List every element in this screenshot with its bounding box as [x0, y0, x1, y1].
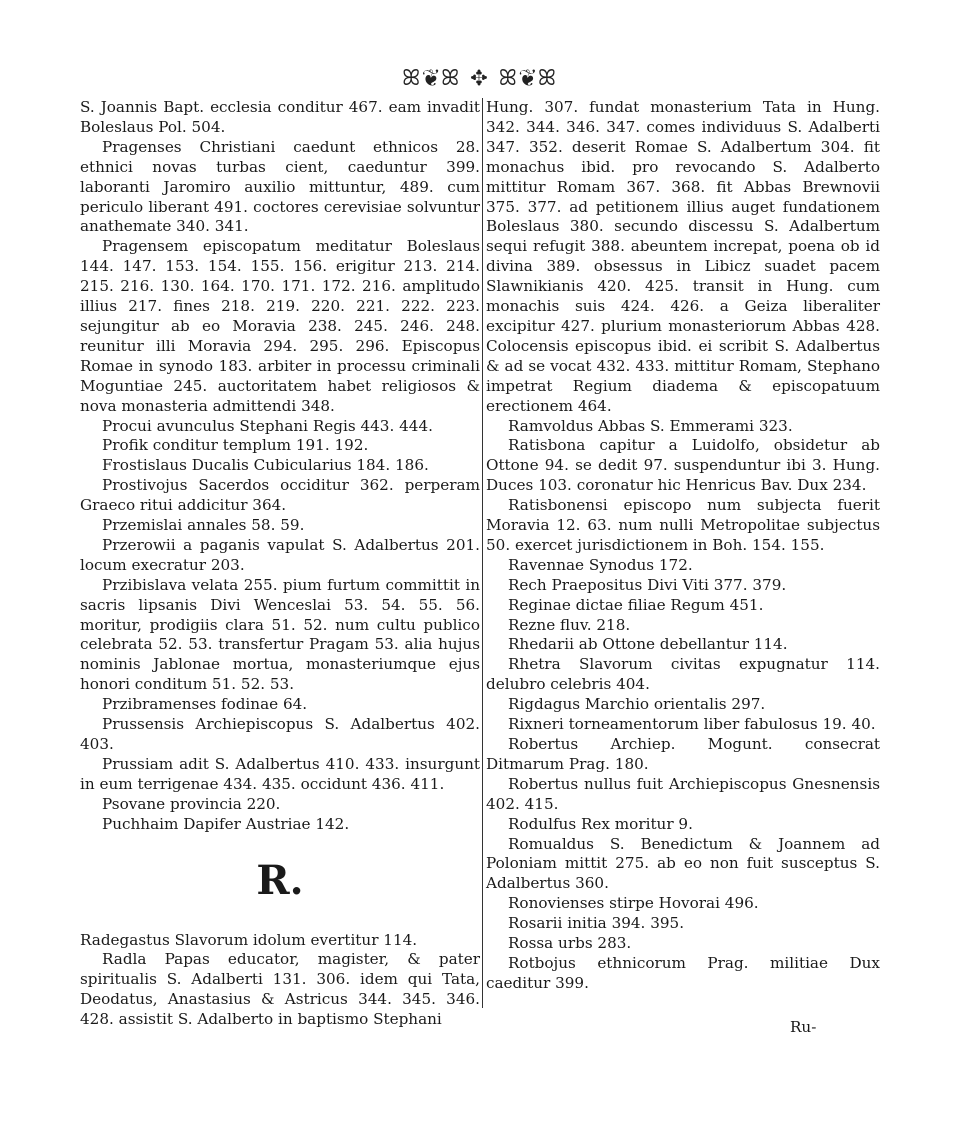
- index-entry: Pragensem episcopatum meditatur Boleslaus 144. 147. 153. 154. 155. 156. erigitur 213. 214. 215. 216. 130. 164. 170. 171. 172. 216. amplitudo illius 217. fines 218. 219. 220. 221. 222. 223. sejungitur ab eo Moravia 238. 245. 246. 248. reunitur illi Moravia 294. 295. 296. Episcopus Romae in synodo 183. arbiter in processu criminali Moguntiae 245. auctoritatem habet religiosos & nova monasteria admittendi 348.: [80, 237, 480, 415]
- index-entry: Rixneri torneamentorum liber fabulosus 19. 40.: [508, 715, 876, 734]
- index-entry: Ronovienses stirpe Hovorai 496.: [508, 894, 759, 913]
- section-letter: R.: [256, 856, 304, 904]
- index-entry: Ratisbonensi episcopo num subjecta fuerit Moravia 12. 63. num nulli Metropolitae subjectus 50. exercet jurisdictionem in Boh. 154. 155.: [486, 496, 880, 554]
- index-entry: Psovane provincia 220.: [102, 794, 281, 813]
- left-entries-bottom: [80, 931, 480, 1031]
- index-entry: Rigdagus Marchio orientalis 297.: [508, 695, 766, 714]
- index-entry: Hung. 307. fundat monasterium Tata in Hung. 342. 344. 346. 347. comes individuus S. Adalberti 347. 352. deserit Romae S. Adalbertum 304. fit monachus ibid. pro revocando S. Adalberto mittitur Romam 367. 368. fit Abbas Brewnovii 375. 377. ad petitionem illius auget fundationem Boleslaus 380. secundo discessu S. Adalbertum sequi refugit 388. abeuntem increpat, poena ob id divina 389. obsessus in Libicz suadet pacem Slawnikianis 420. 425. transit in Hung. cum monachis suis 424. 426. a Geiza liberaliter excipitur 427. plurium monasteriorum Abbas 428. Colocensis episcopus ibid. ei scribit S. Adalbertus & ad se vocat 432. 433. mittitur Romam, Stephano impetrat Regium diadema & episcopatuum erectionem 464.: [486, 98, 880, 415]
- index-entry: Prussensis Archiepiscopus S. Adalbertus 402. 403.: [80, 715, 480, 753]
- index-entry: S. Joannis Bapt. ecclesia conditur 467. eam invadit Boleslaus Pol. 504.: [80, 98, 480, 136]
- right-entries: [486, 98, 880, 994]
- index-entry: Radegastus Slavorum idolum evertitur 114.: [80, 930, 418, 949]
- index-entry: Robertus Archiep. Mogunt. consecrat Ditmarum Prag. 180.: [486, 735, 880, 773]
- index-entry: Rotbojus ethnicorum Prag. militiae Dux caeditur 399.: [486, 953, 880, 992]
- index-entry: Procui avunculus Stephani Regis 443. 444.: [102, 416, 433, 435]
- index-entry: Prostivojus Sacerdos occiditur 362. perperam Graeco ritui addicitur 364.: [80, 476, 480, 515]
- index-entry: Rhetra Slavorum civitas expugnatur 114. delubro celebris 404.: [486, 655, 880, 694]
- index-entry: Przerowii a paganis vapulat S. Adalbertus 201. locum execratur 203.: [80, 535, 480, 574]
- index-entry: Reginae dictae filiae Regum 451.: [508, 595, 764, 614]
- index-entry: Ratisbona capitur a Luidolfo, obsidetur ab Ottone 94. se dedit 97. suspenduntur ibi 3. Hung. Duces 103. coronatur hic Henricus Bav. Dux 234.: [486, 436, 880, 495]
- index-entry: Prussiam adit S. Adalbertus 410. 433. insurgunt in eum terrigenae 434. 435. occidunt 436. 411.: [80, 754, 480, 793]
- right-column: [486, 98, 880, 994]
- index-entry: Radla Papas educator, magister, & pater spiritualis S. Adalberti 131. 306. idem qui Tata, Deodatus, Anastasius & Astricus 344. 345. 346. 428. assistit S. Adalberto in baptismo Stephani: [80, 950, 480, 1029]
- index-entry: Ramvoldus Abbas S. Emmerami 323.: [508, 416, 793, 435]
- index-entry: Rech Praepositus Divi Viti 377. 379.: [508, 575, 787, 594]
- index-entry: Profik conditur templum 191. 192.: [102, 436, 369, 455]
- index-entry: Puchhaim Dapifer Austriae 142.: [102, 814, 350, 833]
- left-column: [80, 98, 480, 1030]
- index-entry: Rosarii initia 394. 395.: [508, 914, 685, 933]
- header-ornament: ꕤ❦ꕤ ✥ ꕤ❦ꕤ: [401, 66, 559, 91]
- column-divider: [482, 98, 483, 1008]
- index-entry: Robertus nullus fuit Archiepiscopus Gnesnensis 402. 415.: [486, 774, 880, 813]
- index-entry: Romualdus S. Benedictum & Joannem ad Poloniam mittit 275. ab eo non fuit susceptus S. Adalbertus 360.: [486, 834, 880, 893]
- index-entry: Ravennae Synodus 172.: [508, 555, 693, 574]
- index-entry: Przibislava velata 255. pium furtum committit in sacris lipsanis Divi Wenceslai 53. 54. 55. 56. moritur, prodigiis clara 51. 52. num cultu publico celebrata 52. 53. transfertur Pragam 53. alia hujus nominis Jablonae mortua, monasteriumque ejus honori conditum 51. 52. 53.: [80, 575, 480, 694]
- index-entry: Rossa urbs 283.: [508, 934, 632, 953]
- index-entry: Rhedarii ab Ottone debellantur 114.: [508, 635, 788, 654]
- index-entry: Rodulfus Rex moritur 9.: [508, 814, 693, 833]
- index-entry: Przemislai annales 58. 59.: [102, 516, 305, 535]
- index-entry: Przibramenses fodinae 64.: [102, 695, 308, 714]
- index-entry: Frostislaus Ducalis Cubicularius 184. 186.: [102, 456, 429, 475]
- left-entries-top: [80, 98, 480, 835]
- catchword: Ru-: [790, 1018, 817, 1036]
- index-entry: Rezne fluv. 218.: [508, 615, 631, 634]
- index-entry: Pragenses Christiani caedunt ethnicos 28. ethnici novas turbas cient, caeduntur 399. laboranti Jaromiro auxilio mittuntur, 489. cum periculo liberant 491. coctores cerevisiae solvuntur anathemate 340. 341.: [80, 137, 480, 236]
